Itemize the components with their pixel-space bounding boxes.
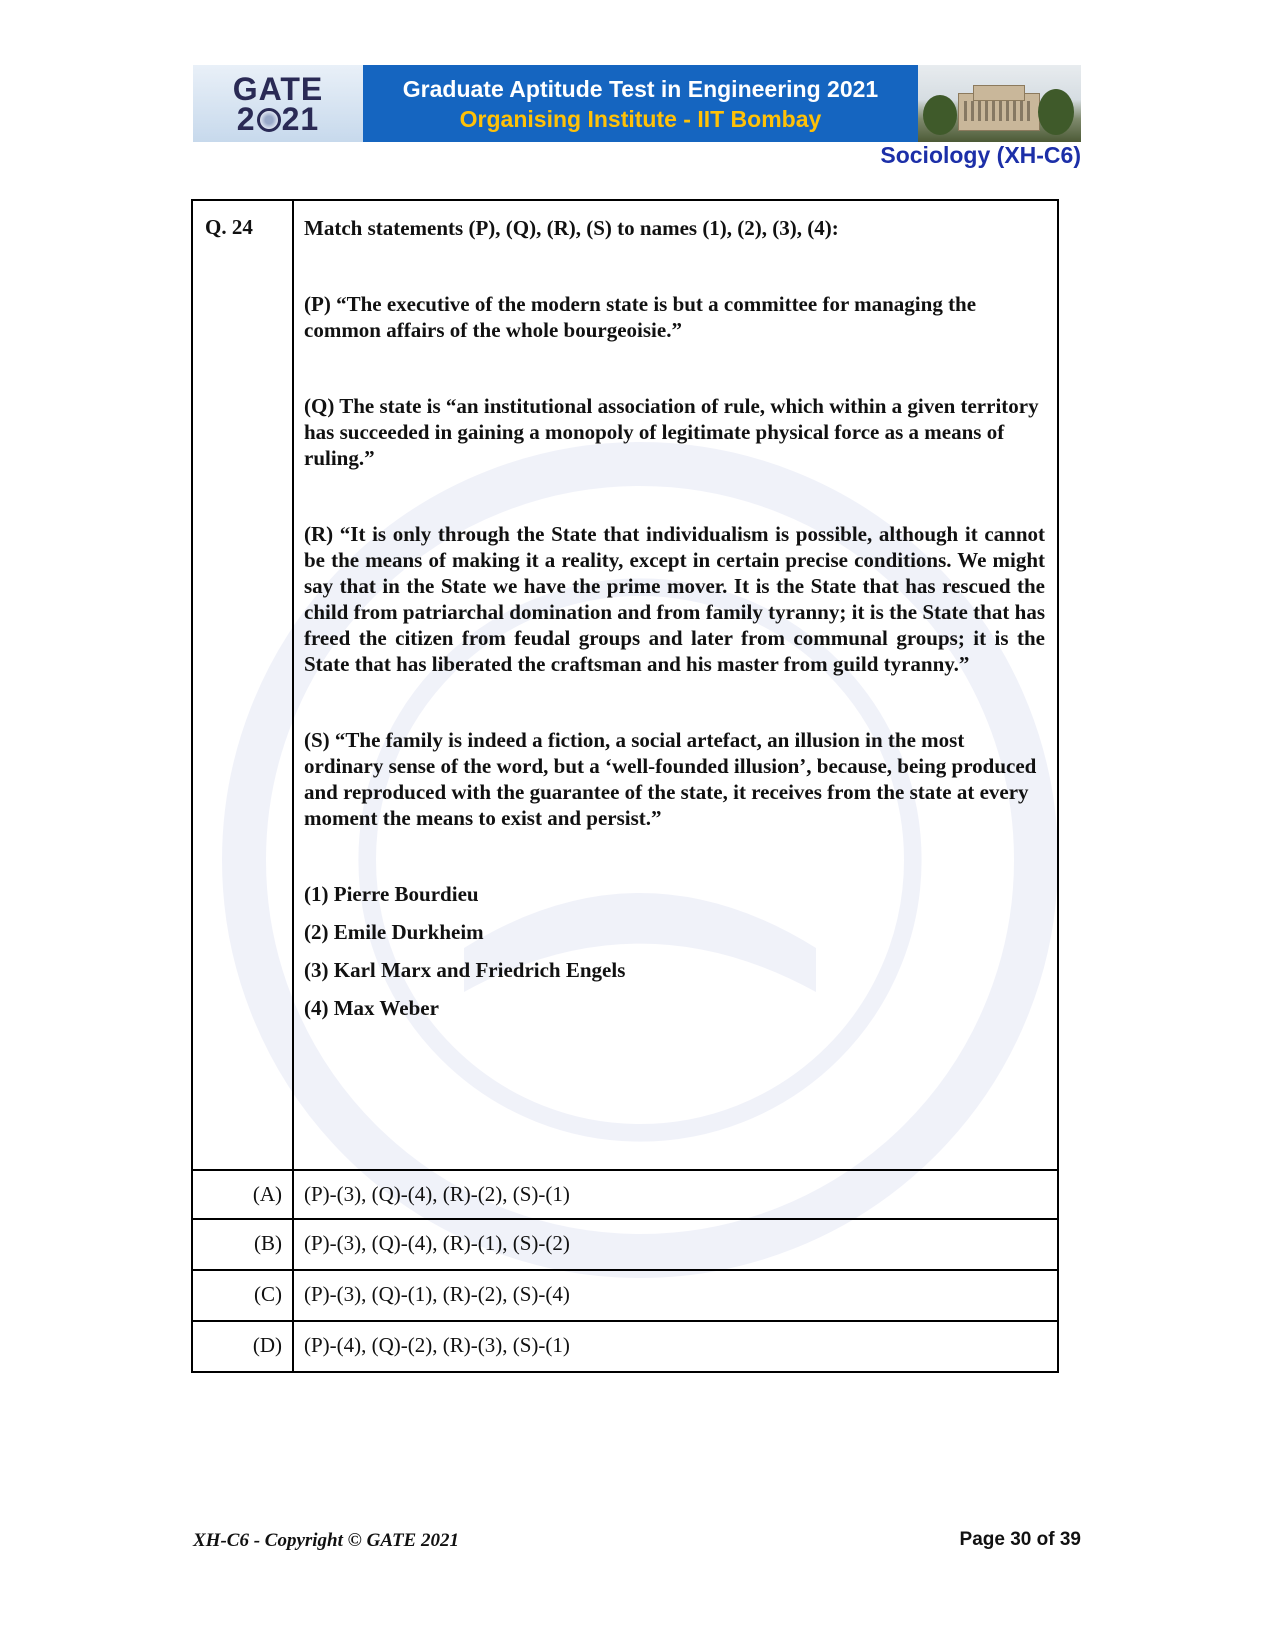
option-text: (P)-(4), (Q)-(2), (R)-(3), (S)-(1)	[304, 1333, 570, 1357]
campus-photo	[918, 65, 1081, 142]
question-row	[193, 201, 1057, 1169]
option-row-a[interactable]	[193, 1169, 1057, 1218]
logo-gate-text: GATE	[232, 70, 324, 107]
option-label: (B)	[193, 1220, 294, 1269]
statement-r: (R) “It is only through the State that individualism is possible, although it cannot be the means of making it a reality, except in certain precise conditions. We might say that in the State we have the prime mover. It is the State that has rescued the child from patriarchal domination and from family tyranny; it is the State that has freed the citizen from feudal groups and later from communal groups; it is the State that has liberated the craftsman and his master from guild tyranny.”	[304, 522, 1045, 676]
logo-year-text	[236, 100, 320, 137]
building-top-icon	[973, 85, 1025, 101]
banner-subtitle: Organising Institute - IIT Bombay	[459, 105, 822, 132]
footer-page-number: Page 30 of 39	[959, 1529, 1081, 1550]
question-table	[191, 199, 1059, 1373]
option-row-b[interactable]	[193, 1218, 1057, 1269]
option-label: (A)	[193, 1171, 294, 1218]
question-number: Q. 24	[193, 201, 294, 1169]
logo-year-right: 21	[281, 100, 320, 137]
name-4: (4) Max Weber	[304, 996, 439, 1020]
statement-p: (P) “The executive of the modern state is but a committee for managing the common affairs of the whole bourgeoisie.”	[304, 292, 977, 342]
gate-logo	[193, 65, 363, 142]
statement-s: (S) “The family is indeed a fiction, a social artefact, an illusion in the most ordinary sense of the word, but a ‘well-founded illusion’, because, being produced and reproduced with the guarantee of the state, it receives from the state at every moment the means to exist and persist.”	[304, 728, 1037, 830]
name-3: (3) Karl Marx and Friedrich Engels	[304, 958, 626, 982]
option-row-c[interactable]	[193, 1269, 1057, 1320]
banner-title: Graduate Aptitude Test in Engineering 2021	[402, 75, 879, 102]
name-2: (2) Emile Durkheim	[304, 920, 484, 944]
windows-icon	[964, 101, 1032, 121]
option-label: (D)	[193, 1322, 294, 1371]
header-banner	[193, 65, 1081, 142]
option-text: (P)-(3), (Q)-(4), (R)-(1), (S)-(2)	[304, 1231, 570, 1255]
statement-q: (Q) The state is “an institutional association of rule, which within a given territory has succeeded in gaining a monopoly of legitimate physical force as a means of ruling.”	[304, 394, 1039, 470]
question-intro: Match statements (P), (Q), (R), (S) to names (1), (2), (3), (4):	[304, 216, 839, 240]
subject-title: Sociology (XH-C6)	[880, 142, 1081, 168]
option-label: (C)	[193, 1271, 294, 1320]
tree-icon	[923, 95, 957, 135]
seal-icon	[257, 108, 281, 132]
banner-text-block	[363, 65, 918, 142]
tree-icon	[1038, 89, 1074, 135]
option-text: (P)-(3), (Q)-(1), (R)-(2), (S)-(4)	[304, 1282, 570, 1306]
option-text: (P)-(3), (Q)-(4), (R)-(2), (S)-(1)	[304, 1182, 570, 1206]
footer-copyright: XH-C6 - Copyright © GATE 2021	[193, 1530, 459, 1551]
logo-year-left: 2	[236, 100, 256, 137]
question-body	[294, 201, 1057, 1169]
name-1: (1) Pierre Bourdieu	[304, 882, 479, 906]
option-row-d[interactable]	[193, 1320, 1057, 1371]
